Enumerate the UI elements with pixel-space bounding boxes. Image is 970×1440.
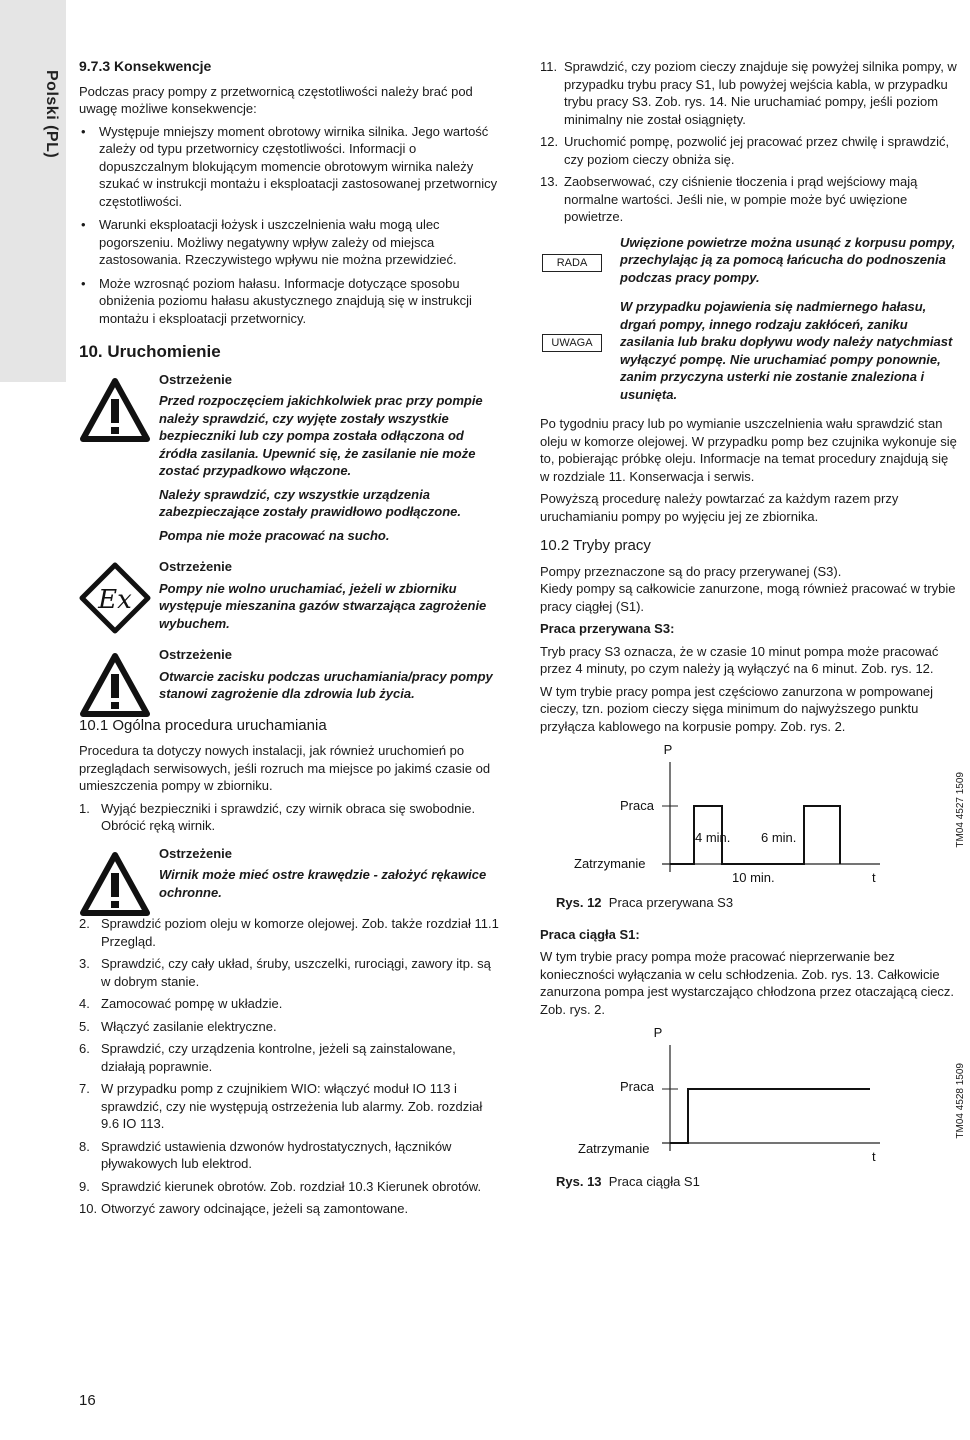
step-item bbox=[540, 133, 960, 168]
step-number: 9. bbox=[79, 1178, 90, 1194]
run-duration-label: 4 min. bbox=[695, 830, 731, 845]
step-text: Otworzyć zawory odcinające, jeżeli są zamontowane. bbox=[101, 1201, 409, 1216]
section-10-title: 10. Uruchomienie bbox=[79, 342, 221, 361]
warning-heading: Ostrzeżenie bbox=[159, 559, 232, 574]
run-label: Praca bbox=[620, 798, 654, 813]
paragraph: Tryb pracy S3 oznacza, że w czasie 10 minut pompa może pracować przez 4 minuty, po czym należy ją wyłączyć na 6 minut. Zob. rys. 12. bbox=[540, 643, 939, 676]
step-text: W przypadku pomp z czujnikiem WIO: włączyć moduł IO 113 i sprawdzić, czy nie występują ostrzeżenia lub alarmy. Zob. rozdział 9.6 IO 113. bbox=[101, 1081, 483, 1131]
stop-duration-label: 6 min. bbox=[761, 830, 797, 845]
s1-continuous-line bbox=[670, 1089, 870, 1143]
paragraph: W tym trybie pracy pompa jest częściowo zanurzona w pompowanej cieczy, tzn. poziom cieczy sięga minimum do najwyższego punktu przyłącza kablowego na korpusie pompy. Zob. rys. 2. bbox=[540, 683, 934, 734]
explosion-hazard-ex-icon bbox=[79, 562, 151, 634]
svg-text:Ex: Ex bbox=[98, 585, 132, 615]
step-item bbox=[79, 1040, 499, 1075]
warning-text: Pompa nie może pracować na sucho. bbox=[159, 527, 390, 543]
step-number: 2. bbox=[79, 916, 90, 931]
step-item bbox=[79, 1138, 499, 1173]
caption-label: Rys. 13 bbox=[556, 1174, 602, 1189]
step-text: Sprawdzić, czy urządzenia kontrolne, jeżeli są zainstalowane, działają poprawnie. bbox=[101, 1041, 456, 1074]
step-text: Sprawdzić, czy cały układ, śruby, uszczelki, rurociągi, zawory itp. są w dobrym stanie. bbox=[101, 956, 491, 989]
step-text: Zamocować pompę w układzie. bbox=[101, 996, 283, 1011]
figure-12-caption bbox=[556, 894, 960, 912]
y-axis-symbol: P bbox=[653, 1025, 663, 1040]
step-number: 11. bbox=[540, 59, 558, 74]
figure-code: TM04 4528 1509 bbox=[955, 1063, 966, 1139]
step-text: Sprawdzić ustawienia dzwonów hydrostatycznych, łączników pływakowych lub elektrod. bbox=[101, 1138, 452, 1171]
step-item bbox=[79, 1080, 499, 1133]
y-axis-symbol: P bbox=[663, 742, 673, 757]
paragraph: Powyższą procedurę należy powtarzać za każdym razem przy uruchamianiu pompy po wyjęciu jej ze zbiornika. bbox=[540, 491, 899, 524]
warning-text: Przed rozpoczęciem jakichkolwiek prac przy pompie należy sprawdzić, czy wyjęte zostały wszystkie bezpieczniki lub czy pompa została odłączona od źródła zasilania. Upewnić się, że zasilanie nie może zostać przypadkowo włączone. bbox=[159, 393, 483, 478]
warning-block bbox=[79, 558, 499, 632]
step-item bbox=[79, 1018, 499, 1036]
section-9-7-3-intro: Podczas pracy pompy z przetwornicą częstotliwości należy brać pod uwagę możliwe konsekwencje: bbox=[79, 83, 473, 116]
step-number: 7. bbox=[79, 1081, 90, 1096]
step-text: Sprawdzić kierunek obrotów. Zob. rozdział 10.3 Kierunek obrotów. bbox=[101, 1178, 482, 1194]
step-text: Sprawdzić poziom oleju w komorze olejowej. Zob. także rozdział 11.1 Przegląd. bbox=[101, 916, 499, 949]
step-text: Wyjąć bezpieczniki i sprawdzić, czy wirnik obraca się swobodnie. Obrócić ręką wirnik. bbox=[101, 800, 476, 833]
step-text: Uruchomić pompę, pozwolić jej pracować przez chwilę i sprawdzić, czy poziom cieczy obniża się. bbox=[564, 134, 950, 167]
right-column bbox=[540, 58, 966, 1205]
step-item bbox=[79, 915, 499, 950]
paragraph: Po tygodniu pracy lub po wymianie uszczelnienia wału sprawdzić stan oleju w komorze olejowej. W przypadku pomp bez czujnika wykonuje się to, pobierając próbkę oleju. Informacje na temat procedury znajdują się w rozdziale 11. Konserwacja i serwis. bbox=[540, 416, 957, 484]
figure-12-s3-diagram bbox=[540, 740, 966, 890]
subheading-s3: Praca przerywana S3: bbox=[540, 621, 675, 636]
warning-text: Pompy nie wolno uruchamiać, jeżeli w zbiorniku występuje mieszanina gazów stwarzająca zagrożenie wybuchem. bbox=[159, 580, 487, 631]
step-number: 10. bbox=[79, 1201, 98, 1216]
step-number: 6. bbox=[79, 1041, 90, 1056]
step-number: 3. bbox=[79, 956, 90, 971]
warning-heading: Ostrzeżenie bbox=[159, 845, 232, 861]
paragraph: Kiedy pompy są całkowicie zanurzone, mogą również pracować w trybie pracy ciągłej (S1). bbox=[540, 581, 956, 614]
tip-label: RADA bbox=[542, 254, 602, 272]
step-number: 5. bbox=[79, 1018, 90, 1034]
warning-triangle-icon bbox=[79, 849, 151, 921]
paragraph: W tym trybie pracy pompa może pracować nieprzerwanie bez konieczności wyłączania w celu schłodzenia. Zob. rys. 13. Całkowicie zanurzona pompa jest wystarczająco chłodzona przez otaczającą ciecz. Zob. rys. 2. bbox=[540, 949, 955, 1017]
step-text: Sprawdzić, czy poziom cieczy znajduje się powyżej silnika pompy, w przypadku trybu pracy S1, lub powyżej wejścia kabla, w przypadku trybu pracy S3. Zob. rys. 14. Nie uruchamiać pompy, jeśli poziom minimalny nie został osiągnięty. bbox=[564, 59, 957, 127]
bullet-item: • Warunki eksploatacji łożysk i uszczelnienia wału mogą ulec pogorszeniu. Możliwy negatywny wpływ zależy od miejsca zastosowania. Rzeczywistego wpływu nie można przewidzieć. bbox=[79, 216, 499, 269]
warning-triangle-icon bbox=[79, 375, 151, 447]
step-number: 4. bbox=[79, 996, 90, 1011]
warning-heading: Ostrzeżenie bbox=[159, 371, 232, 387]
step-item: 1. Wyjąć bezpieczniki i sprawdzić, czy wirnik obraca się swobodnie. Obrócić ręką wirnik. bbox=[79, 800, 476, 833]
section-10-2-title: 10.2 Tryby pracy bbox=[540, 537, 651, 554]
figure-13-s1-diagram bbox=[540, 1023, 966, 1169]
caption-text: Praca przerywana S3 bbox=[608, 895, 734, 910]
section-10-1-title: 10.1 Ogólna procedura uruchamiania bbox=[79, 716, 327, 734]
left-column bbox=[79, 58, 499, 1223]
step-number: 12. bbox=[540, 134, 559, 149]
caution-label: UWAGA bbox=[542, 334, 602, 352]
step-number: 13. bbox=[540, 174, 559, 189]
step-item bbox=[79, 1200, 499, 1218]
caption-label: Rys. 12 bbox=[556, 895, 602, 910]
stop-label: Zatrzymanie bbox=[578, 1141, 650, 1156]
warning-block bbox=[79, 646, 499, 703]
tip-text: Uwięzione powietrze można usunąć z korpusu pompy, przechylając ją za pomocą łańcucha do podnoszenia podczas pracy pompy. bbox=[620, 234, 956, 285]
warning-heading: Ostrzeżenie bbox=[159, 647, 232, 662]
warning-text: Należy sprawdzić, czy wszystkie urządzenia zabezpieczające zostały prawidłowo podłączone. bbox=[159, 486, 461, 519]
caution-text: W przypadku pojawienia się nadmiernego hałasu, drgań pompy, innego rodzaju zakłóceń, zaniku zasilania lub braku dopływu wody należy natychmiast wyłączyć pompę. Nie uruchamiać pompy ponownie, zanim przyczyna usterki nie zostanie znaleziona i usunięta. bbox=[620, 299, 953, 402]
section-10-1-intro: Procedura ta dotyczy nowych instalacji, jak również uruchomień po przeglądach serwisowych, jeśli rozruch ma miejsce po jakimś czasie od umieszczenia pompy w zbiorniku. bbox=[79, 743, 491, 793]
x-axis-symbol: t bbox=[872, 870, 876, 885]
cycle-duration-label: 10 min. bbox=[732, 870, 775, 885]
page-number: 16 bbox=[79, 1392, 96, 1409]
step-item bbox=[79, 995, 499, 1013]
warning-text: Wirnik może mieć ostre krawędzie - założyć rękawice ochronne. bbox=[159, 867, 487, 900]
step-number: 8. bbox=[79, 1138, 90, 1154]
section-9-7-3-title: 9.7.3 Konsekwencje bbox=[79, 58, 212, 74]
step-item bbox=[79, 955, 499, 990]
step-item bbox=[79, 1178, 499, 1196]
step-text: Zaobserwować, czy ciśnienie tłoczenia i prąd wejściowy mają normalne wartości. Jeśli nie, w pompie może być uwięzione powietrze. bbox=[564, 174, 918, 224]
figure-13-caption bbox=[556, 1173, 960, 1191]
step-list bbox=[79, 915, 499, 1218]
figure-code: TM04 4527 1509 bbox=[955, 772, 966, 848]
step-text: Włączyć zasilanie elektryczne. bbox=[101, 1018, 277, 1034]
warning-triangle-icon bbox=[79, 650, 151, 722]
subheading-s1: Praca ciągła S1: bbox=[540, 926, 640, 942]
caption-text: Praca ciągła S1 bbox=[608, 1174, 700, 1189]
s1-timing-diagram bbox=[540, 1023, 960, 1169]
paragraph: Pompy przeznaczone są do pracy przerywanej (S3). bbox=[540, 563, 842, 579]
bullet-item: • Może wzrosnąć poziom hałasu. Informacje dotyczące sposobu obniżenia poziomu hałasu akustycznego znajdują się w instrukcji montażu i eksploatacji przetwornicy. bbox=[79, 275, 499, 328]
step-item bbox=[540, 173, 960, 226]
language-label: Polski (PL) bbox=[43, 70, 60, 159]
warning-block bbox=[79, 371, 499, 545]
x-axis-symbol: t bbox=[872, 1149, 876, 1164]
caution-note bbox=[540, 298, 960, 403]
warning-block bbox=[79, 845, 499, 902]
s3-timing-diagram bbox=[540, 740, 960, 890]
stop-label: Zatrzymanie bbox=[574, 856, 646, 871]
step-item bbox=[540, 58, 960, 128]
tip-note bbox=[540, 234, 960, 287]
language-sidebar bbox=[0, 0, 66, 382]
run-label: Praca bbox=[620, 1079, 654, 1094]
bullet-item: • Występuje mniejszy moment obrotowy wirnika silnika. Jego wartość zależy od typu przetwornicy częstotliwości. Informacji o dopuszczalnym blokującym momencie obrotowym wirnika należy szukać w instrukcji montażu i eksploatacji zastosowanej przetwornicy częstotliwości. bbox=[79, 123, 499, 211]
warning-text: Otwarcie zacisku podczas uruchamiania/pracy pompy stanowi zagrożenie dla zdrowia lub życia. bbox=[159, 668, 493, 701]
